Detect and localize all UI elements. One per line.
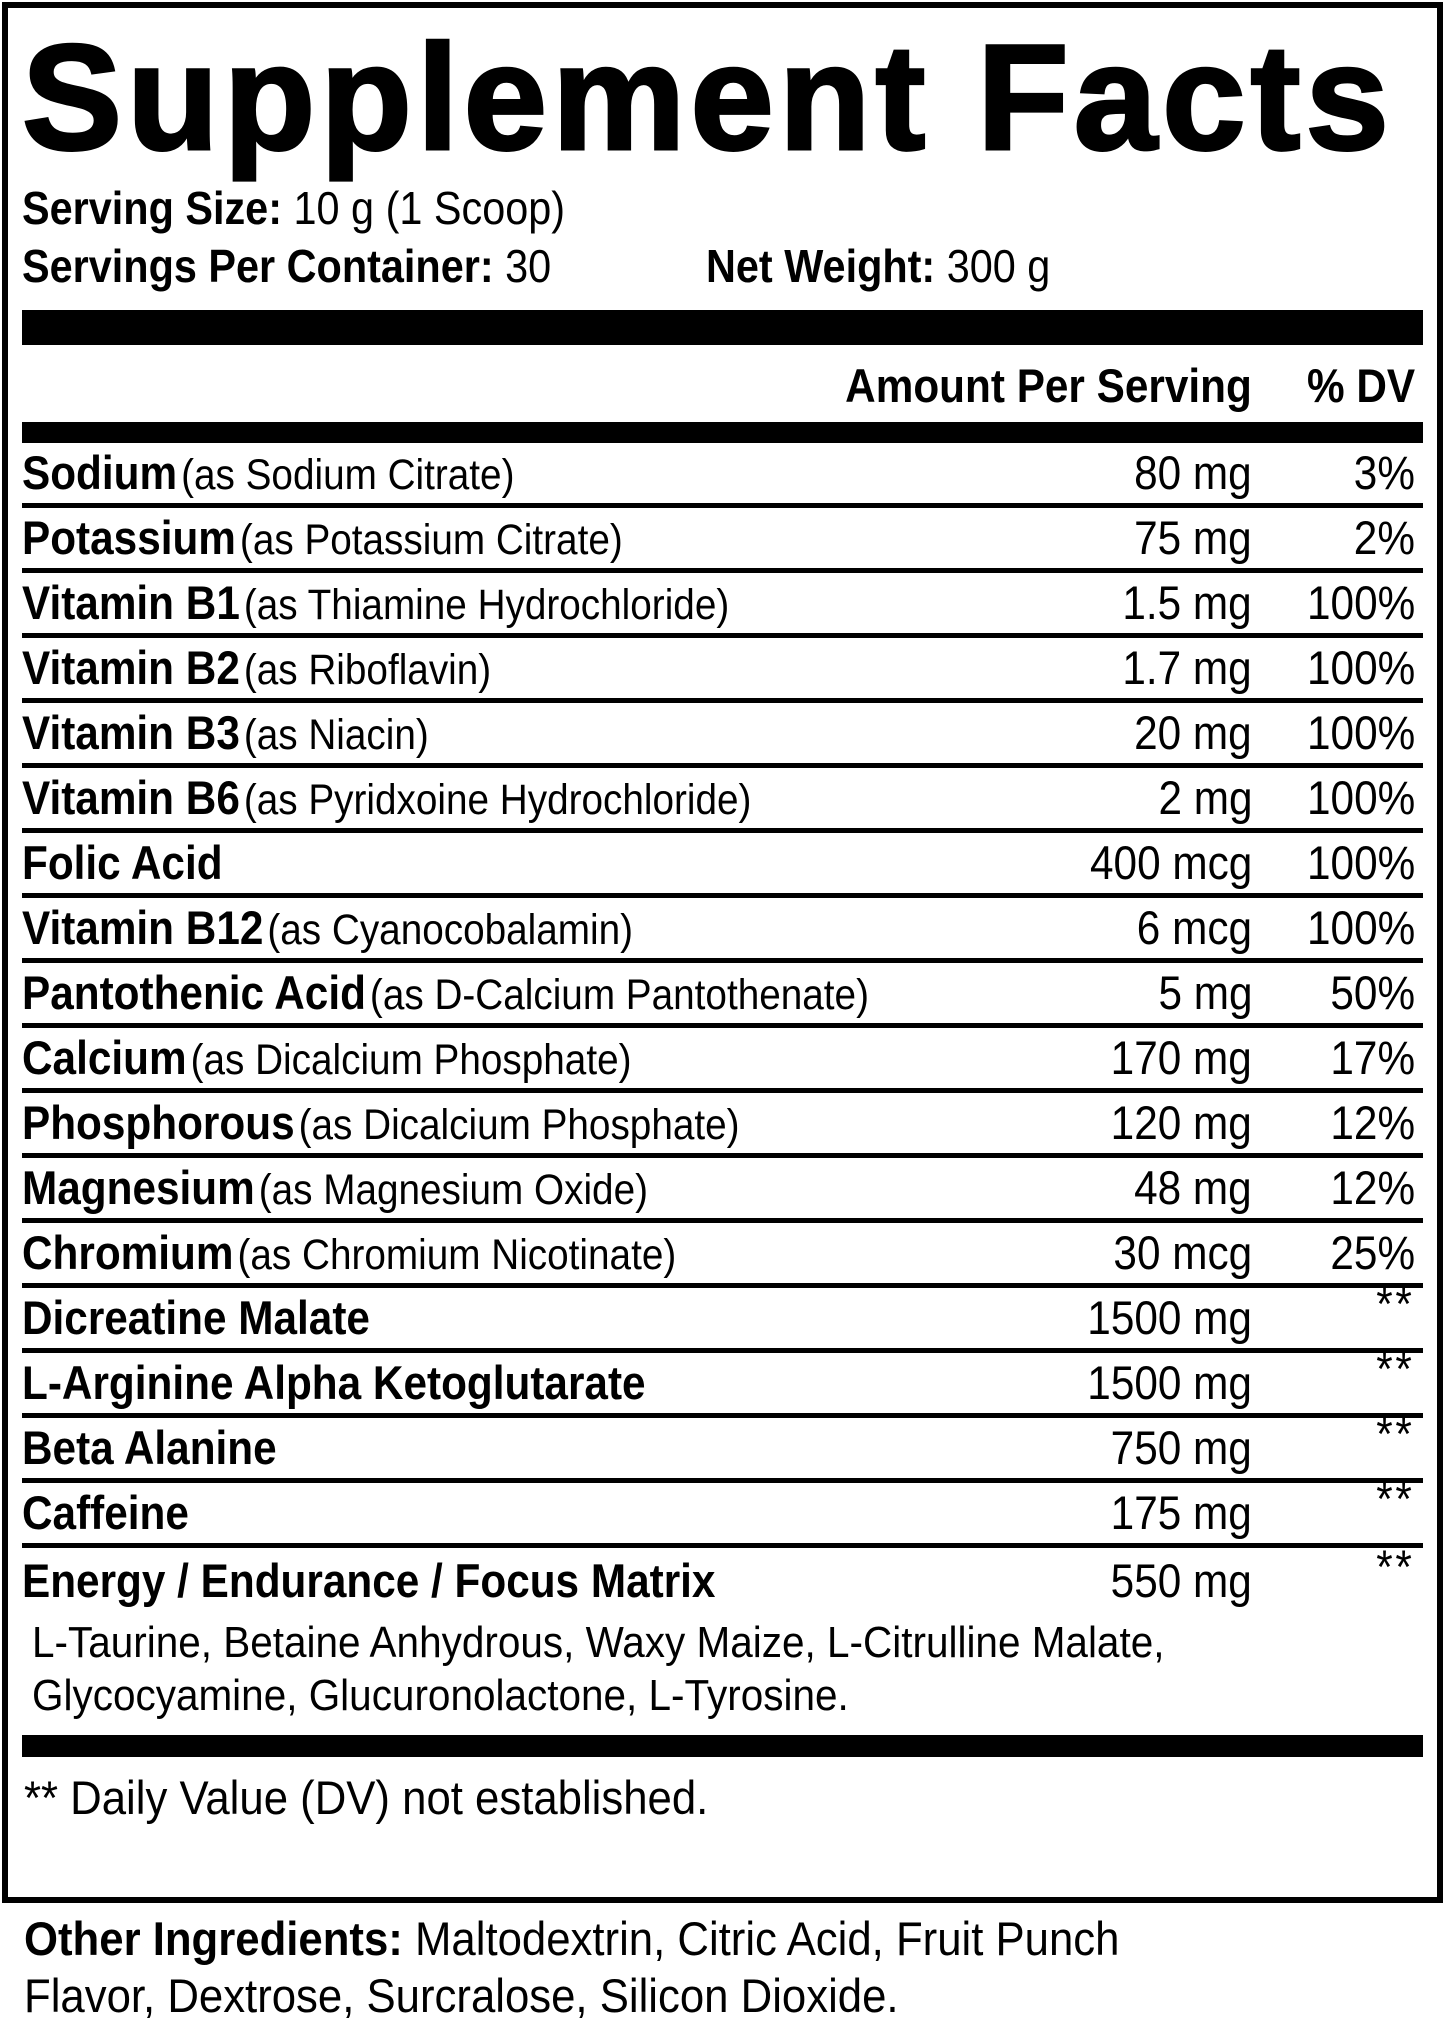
nutrient-dv: ** [1376, 1342, 1415, 1396]
nutrient-row [22, 1407, 1423, 1483]
nutrient-amount: 120 mg [1110, 1096, 1252, 1150]
nutrient-name: Vitamin B1 (as Thiamine Hydrochloride) [22, 576, 730, 630]
nutrient-row [22, 1158, 1423, 1223]
nutrient-name: Vitamin B2 (as Riboflavin) [22, 641, 492, 695]
nutrient-amount: 5 mg [1157, 966, 1252, 1020]
nutrient-name: Vitamin B3 (as Niacin) [22, 706, 429, 760]
nutrient-name: Dicreatine Malate [22, 1291, 370, 1345]
nutrient-dv: 17% [1330, 1031, 1415, 1085]
nutrient-row [22, 898, 1423, 963]
nutrient-name: Vitamin B6 (as Pyridxoine Hydrochloride) [22, 771, 752, 825]
serving-size-line [22, 180, 1423, 238]
matrix-ingredients-line2: Glycocyamine, Glucuronolactone, L-Tyrosine. [32, 1670, 849, 1720]
nutrient-amount: 6 mcg [1136, 901, 1252, 955]
nutrient-dv: 50% [1330, 966, 1415, 1020]
nutrient-dv: 100% [1306, 901, 1415, 955]
nutrient-row [22, 443, 1423, 508]
nutrient-amount: 2 mg [1157, 771, 1252, 825]
nutrient-amount: 20 mg [1134, 706, 1252, 760]
net-weight-label: Net Weight: [706, 239, 936, 292]
nutrient-dv: ** [1376, 1407, 1415, 1461]
serving-size-label: Serving Size: [22, 182, 282, 234]
nutrient-row [22, 1223, 1423, 1288]
nutrient-amount: 48 mg [1134, 1161, 1252, 1215]
nutrient-name: Caffeine [22, 1486, 189, 1540]
facts-rows [22, 443, 1423, 1613]
serving-info [22, 180, 1423, 296]
column-header [22, 345, 1423, 422]
nutrient-dv: 2% [1353, 511, 1415, 565]
nutrient-dv: ** [1376, 1277, 1415, 1331]
supplement-facts-panel [2, 2, 1443, 1903]
nutrient-row [22, 963, 1423, 1028]
matrix-ingredients-line1: L-Taurine, Betaine Anhydrous, Waxy Maize, L-Citrulline Malate, [32, 1617, 1165, 1667]
nutrient-name: Folic Acid [22, 836, 223, 890]
nutrient-row [22, 1539, 1423, 1613]
nutrient-row [22, 1342, 1423, 1418]
nutrient-dv: 100% [1306, 641, 1415, 695]
nutrient-row [22, 703, 1423, 768]
thick-divider-top [22, 310, 1423, 345]
nutrient-amount: 30 mcg [1113, 1226, 1252, 1280]
nutrient-name: Pantothenic Acid (as D-Calcium Pantothenate) [22, 966, 869, 1020]
nutrient-amount: 170 mg [1110, 1031, 1252, 1085]
nutrient-amount: 80 mg [1134, 446, 1252, 500]
nutrient-dv: 25% [1330, 1226, 1415, 1280]
nutrient-name: Beta Alanine [22, 1421, 277, 1475]
nutrient-name: Sodium (as Sodium Citrate) [22, 446, 515, 500]
thick-divider-footnote [22, 1735, 1423, 1757]
nutrient-row [22, 638, 1423, 703]
serving-size-value: 10 g (1 Scoop) [293, 182, 566, 234]
nutrient-amount: 1.5 mg [1122, 576, 1252, 630]
nutrient-amount: 75 mg [1134, 511, 1252, 565]
nutrient-dv: 100% [1306, 576, 1415, 630]
nutrient-dv: 100% [1306, 771, 1415, 825]
nutrient-name: Calcium (as Dicalcium Phosphate) [22, 1031, 632, 1085]
nutrient-dv: ** [1376, 1539, 1415, 1593]
nutrient-dv: 3% [1353, 446, 1415, 500]
percent-dv-header: % DV [1306, 358, 1415, 412]
nutrient-amount: 175 mg [1110, 1486, 1252, 1540]
amount-per-serving-header: Amount Per Serving [845, 358, 1252, 412]
nutrient-amount: 550 mg [1110, 1553, 1252, 1607]
other-ingredients-line2: Flavor, Dextrose, Surcralose, Silicon Dioxide. [24, 1969, 899, 2020]
nutrient-name: Energy / Endurance / Focus Matrix [22, 1553, 716, 1607]
nutrient-name: Vitamin B12 (as Cyanocobalamin) [22, 901, 634, 955]
nutrient-dv: 12% [1330, 1161, 1415, 1215]
nutrient-amount: 1500 mg [1087, 1291, 1252, 1345]
nutrient-row [22, 768, 1423, 833]
nutrient-amount: 1.7 mg [1122, 641, 1252, 695]
nutrient-row [22, 1028, 1423, 1093]
nutrient-amount: 750 mg [1110, 1421, 1252, 1475]
other-ingredients-value-line1: Maltodextrin, Citric Acid, Fruit Punch [415, 1912, 1120, 1965]
servings-net-weight-line [22, 238, 1423, 296]
nutrient-name: Magnesium (as Magnesium Oxide) [22, 1161, 648, 1215]
nutrient-dv: ** [1376, 1472, 1415, 1526]
nutrient-name: Chromium (as Chromium Nicotinate) [22, 1226, 677, 1280]
nutrient-name: L-Arginine Alpha Ketoglutarate [22, 1356, 646, 1410]
nutrient-name: Potassium (as Potassium Citrate) [22, 511, 623, 565]
servings-per-container-value: 30 [505, 239, 552, 292]
nutrient-dv: 100% [1306, 706, 1415, 760]
nutrient-amount: 1500 mg [1087, 1356, 1252, 1410]
nutrient-row [22, 1093, 1423, 1158]
nutrient-row [22, 1277, 1423, 1353]
panel-title: Supplement Facts [22, 13, 1394, 181]
nutrient-dv: 100% [1306, 836, 1415, 890]
net-weight-value: 300 g [946, 239, 1051, 292]
matrix-ingredients [22, 1613, 1423, 1735]
servings-per-container-label: Servings Per Container: [22, 239, 494, 292]
thick-divider-header [22, 422, 1423, 443]
nutrient-row [22, 573, 1423, 638]
nutrient-amount: 400 mcg [1089, 836, 1252, 890]
other-ingredients-line1 [24, 1910, 1119, 1967]
nutrient-row [22, 833, 1423, 898]
nutrient-row [22, 1472, 1423, 1548]
other-ingredients [24, 1910, 1202, 2020]
dv-footnote: ** Daily Value (DV) not established. [24, 1770, 709, 1824]
nutrient-row [22, 508, 1423, 573]
other-ingredients-label: Other Ingredients: [24, 1912, 403, 1965]
nutrient-name: Phosphorous (as Dicalcium Phosphate) [22, 1096, 740, 1150]
nutrient-dv: 12% [1330, 1096, 1415, 1150]
